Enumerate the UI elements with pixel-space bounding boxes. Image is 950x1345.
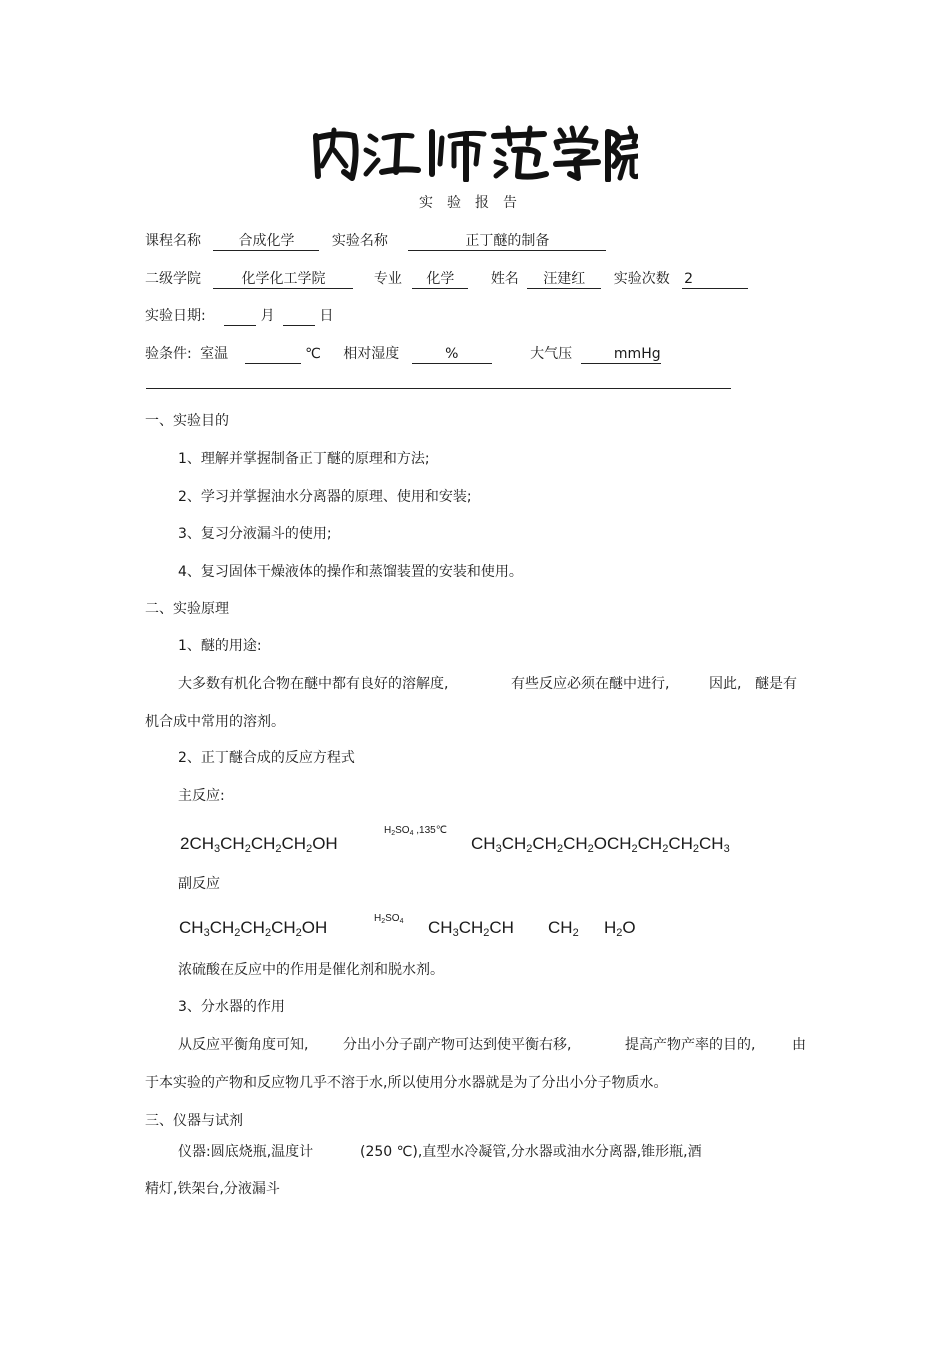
catalyst-note: 浓硫酸在反应中的作用是催化剂和脱水剂。 bbox=[178, 962, 444, 978]
paragraph-text: 醚是有 bbox=[755, 676, 797, 692]
major-field[interactable]: 化学 bbox=[412, 272, 468, 289]
paragraph-text: 机合成中常用的溶剂。 bbox=[145, 714, 285, 730]
room-temp-field[interactable] bbox=[245, 347, 301, 364]
course-row bbox=[145, 234, 606, 251]
side-reaction-conditions: $H_2SO_4$ bbox=[374, 913, 404, 925]
room-temp-label: 室温 bbox=[200, 346, 229, 362]
main-reaction-label: 主反应: bbox=[178, 788, 225, 804]
college-label: 二级学院 bbox=[145, 271, 201, 287]
pressure-label: 大气压 bbox=[530, 346, 573, 362]
day-label: 日 bbox=[319, 308, 334, 324]
paragraph-text: 于本实验的产物和反应物几乎不溶于水,所以使用分水器就是为了分出小分子物质水。 bbox=[145, 1075, 668, 1091]
document-title: 实验报告 bbox=[419, 195, 531, 211]
college-field[interactable]: 化学化工学院 bbox=[213, 272, 353, 289]
humidity-label: 相对湿度 bbox=[343, 346, 400, 362]
side-reactant: $CH_3CH_2CH_2CH_2OH$ bbox=[179, 918, 328, 939]
date-label: 实验日期: bbox=[145, 308, 206, 324]
date-row bbox=[145, 309, 334, 326]
subsection-ether-use: 1、醚的用途: bbox=[178, 638, 262, 654]
humidity-field[interactable]: % bbox=[412, 347, 492, 364]
paragraph-text: 精灯,铁架台,分液漏斗 bbox=[145, 1181, 280, 1197]
paragraph-text: (250 ℃),直型水冷凝管,分水器或油水分离器,锥形瓶,酒 bbox=[360, 1144, 702, 1160]
section-3-title: 三、仪器与试剂 bbox=[145, 1113, 243, 1129]
paragraph-text: 从反应平衡角度可知, bbox=[178, 1037, 309, 1053]
count-field[interactable]: 2 bbox=[682, 272, 748, 289]
side-reaction-label: 副反应 bbox=[178, 876, 220, 892]
name-label: 姓名 bbox=[490, 271, 519, 287]
conditions-label: 验条件: bbox=[145, 346, 192, 362]
course-label: 课程名称 bbox=[145, 233, 201, 249]
month-label: 月 bbox=[260, 308, 275, 324]
month-field[interactable] bbox=[224, 309, 256, 326]
objective-item: 4、复习固体干燥液体的操作和蒸馏装置的安装和使用。 bbox=[178, 564, 523, 580]
side-product-water: $H_2O$ bbox=[604, 918, 636, 939]
conditions-row bbox=[145, 347, 661, 364]
paragraph-text: 因此, bbox=[709, 676, 742, 692]
school-logo bbox=[308, 124, 638, 182]
section-1-title: 一、实验目的 bbox=[145, 413, 229, 429]
paragraph-text: 有些反应必须在醚中进行, bbox=[511, 676, 670, 692]
exp-name-field[interactable]: 正丁醚的制备 bbox=[408, 234, 606, 251]
count-label: 实验次数 bbox=[613, 271, 670, 287]
side-product-ch2: $CH_2$ bbox=[548, 918, 579, 939]
paragraph-text: 由 bbox=[792, 1037, 806, 1053]
objective-item: 2、学习并掌握油水分离器的原理、使用和安装; bbox=[178, 489, 472, 505]
paragraph-text: 分出小分子副产物可达到使平衡右移, bbox=[343, 1037, 572, 1053]
subsection-separator: 3、分水器的作用 bbox=[178, 999, 285, 1015]
paragraph-text: 大多数有机化合物在醚中都有良好的溶解度, bbox=[178, 676, 449, 692]
objective-item: 1、理解并掌握制备正丁醚的原理和方法; bbox=[178, 451, 430, 467]
main-reactant: $2CH_3CH_2CH_2CH_2OH$ bbox=[180, 834, 338, 855]
major-label: 专业 bbox=[373, 271, 402, 287]
objective-item: 3、复习分液漏斗的使用; bbox=[178, 526, 332, 542]
side-product-alkene: $CH_3CH_2CH$ bbox=[428, 918, 514, 939]
section-2-title: 二、实验原理 bbox=[145, 601, 229, 617]
name-field[interactable]: 汪建红 bbox=[527, 272, 601, 289]
temp-unit: ℃ bbox=[305, 346, 321, 362]
subsection-reaction: 2、正丁醚合成的反应方程式 bbox=[178, 750, 355, 766]
exp-name-label: 实验名称 bbox=[331, 233, 388, 249]
paragraph-text: 仪器:圆底烧瓶,温度计 bbox=[178, 1144, 314, 1160]
main-reaction-conditions: $H_2SO_4$ ,135℃ bbox=[384, 825, 447, 837]
main-product: $CH_3CH_2CH_2CH_2OCH_2CH_2CH_2CH_3$ bbox=[471, 834, 730, 855]
pressure-field[interactable]: mmHg bbox=[581, 347, 661, 364]
day-field[interactable] bbox=[283, 309, 315, 326]
college-row bbox=[145, 272, 748, 289]
header-divider bbox=[146, 388, 731, 389]
paragraph-text: 提高产物产率的目的, bbox=[625, 1037, 756, 1053]
course-field[interactable]: 合成化学 bbox=[213, 234, 319, 251]
